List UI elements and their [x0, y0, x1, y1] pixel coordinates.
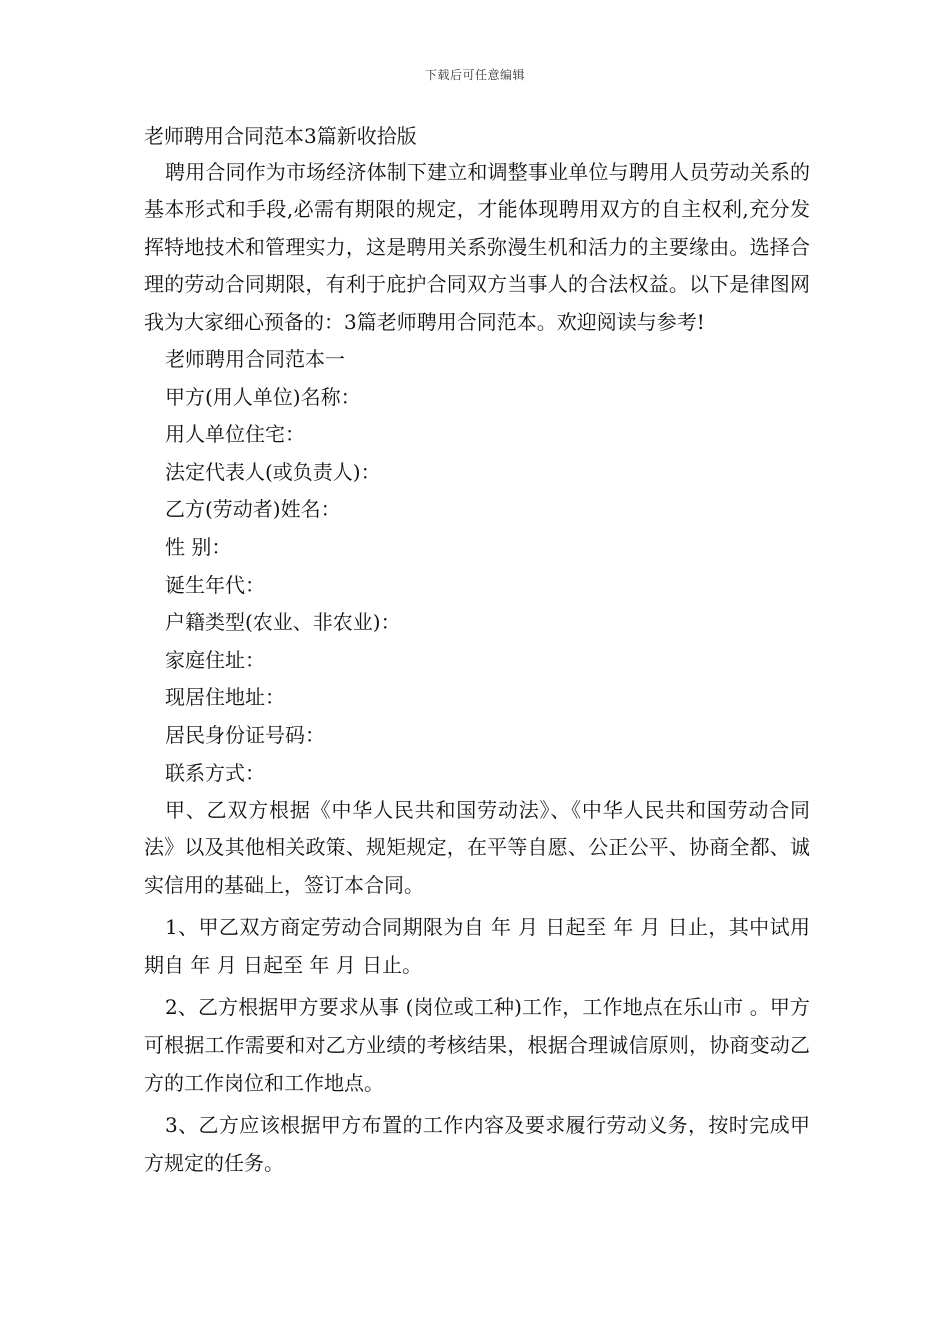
contract-field-list: [144, 341, 810, 792]
field-contact: 联系方式：: [165, 760, 265, 785]
field-birth-date: 诞生年代：: [165, 572, 265, 597]
clause-3: 3、乙方应该根据甲方布置的工作内容及要求履行劳动义务，按时完成甲方规定的任务。: [144, 1112, 810, 1175]
section-title: 老师聘用合同范本一: [165, 347, 345, 372]
intro-paragraph: 聘用合同作为市场经济体制下建立和调整事业单位与聘用人员劳动关系的基本形式和手段,必需有期限的规定，才能体现聘用双方的自主权利,充分发挥特地技术和管理实力，这是聘用关系弥漫生机和活力的主要缘由。选择合理的劳动合同期限，有利于庇护合同双方当事人的合法权益。以下是律图网我为大家细心预备的：3篇老师聘用合同范本。欢迎阅读与参考!: [144, 160, 810, 334]
document-body: [144, 118, 810, 1182]
field-gender: 性 别：: [165, 535, 232, 559]
field-current-address: 现居住地址：: [165, 685, 285, 710]
field-employee-name: 乙方(劳动者)姓名：: [165, 497, 341, 522]
field-household-type: 户籍类型(农业、非农业)：: [165, 610, 401, 635]
clause-2: 2、乙方根据甲方要求从事 (岗位或工种)工作，工作地点在乐山市 。甲方可根据工作需要和对乙方业绩的考核结果，根据合理诚信原则，协商变动乙方的工作岗位和工作地点。: [144, 994, 810, 1095]
field-employer-name: 甲方(用人单位)名称：: [165, 384, 361, 409]
field-legal-representative: 法定代表人(或负责人)：: [165, 459, 381, 484]
field-id-number: 居民身份证号码：: [165, 722, 325, 747]
document-title: 老师聘用合同范本3篇新收拾版: [144, 124, 417, 148]
clause-1: 1、甲乙双方商定劳动合同期限为自 年 月 日起至 年 月 日止，其中试用期自 年 月 日起至 年 月 日止。: [144, 914, 810, 977]
header-note: 下载后可任意编辑: [424, 68, 525, 82]
preamble-paragraph: 甲、乙双方根据《中华人民共和国劳动法》、《中华人民共和国劳动合同法》以及其他相关政策、规矩规定，在平等自愿、公正公平、协商全都、诚实信用的基础上，签订本合同。: [144, 798, 810, 897]
field-home-address: 家庭住址：: [165, 647, 265, 672]
field-employer-address: 用人单位住宅：: [165, 422, 305, 447]
